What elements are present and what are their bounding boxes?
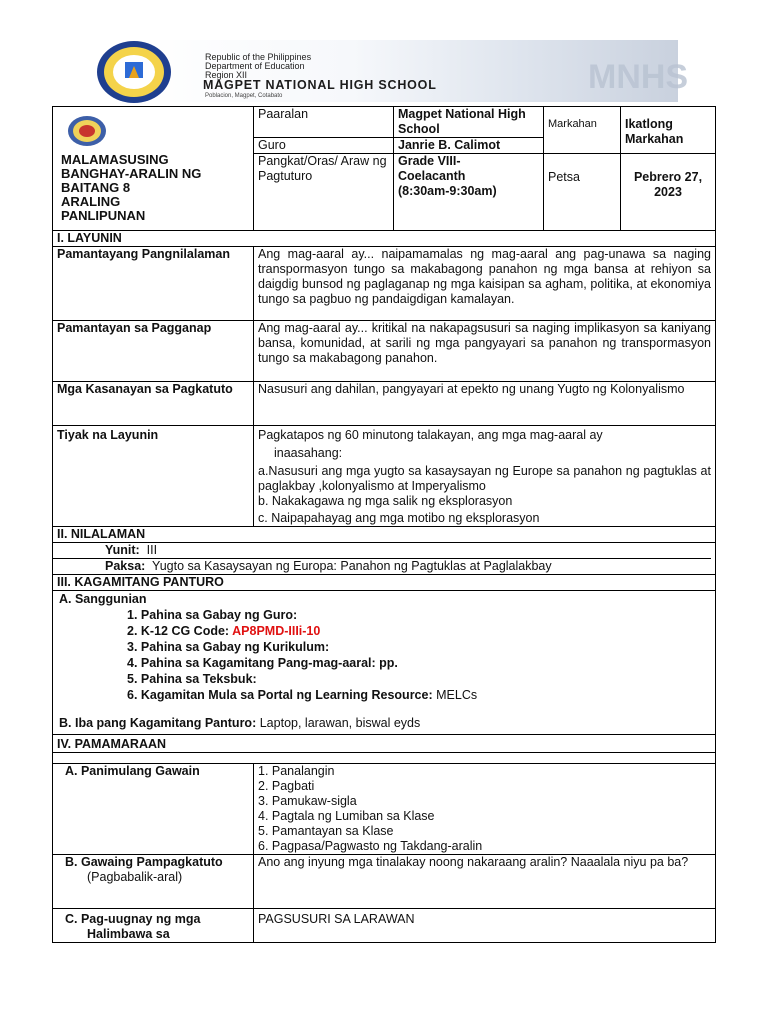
tiyak-label: Tiyak na Layunin — [53, 426, 254, 527]
list-item: 2. Pagbati — [258, 779, 315, 793]
iba-pang-kagamitan: B. Iba pang Kagamitang Panturo: Laptop, larawan, biswal eyds — [59, 716, 421, 730]
kagamitan-heading: III. KAGAMITANG PANTURO — [53, 575, 716, 591]
nilalaman-heading: II. NILALAMAN — [53, 527, 716, 543]
paksa-label: Paksa: — [105, 559, 146, 573]
pamantayang-text: Ang mag-aaral ay... naipamamalas ng mag-aaral ang pag-unawa sa naging transpormasyon tungo sa makabagong panahon ng mga bansa at rehiyon sa daigdig bunsod ng paglaganap ng mga kaisipan sa agham, politika, at ekonomiya tungo sa pagbuo ng pandaigdigan kamalayan. — [254, 247, 716, 321]
pamamaraan-heading: IV. PAMAMARAAN — [53, 735, 716, 753]
school-name: MAGPET NATIONAL HIGH SCHOOL — [203, 78, 437, 92]
lesson-title-cell — [53, 107, 254, 231]
list-item: 4. Pahina sa Kagamitang Pang-mag-aaral: pp. — [127, 656, 398, 670]
list-item: 1. Pahina sa Gabay ng Guro: — [127, 608, 298, 622]
gawaing-pampagkatuto-label: B. Gawaing Pampagkatuto (Pagbabalik-aral) — [53, 855, 254, 909]
tiyak-intro: Pagkatapos ng 60 minutong talakayan, ang mga mag-aaral ay — [258, 428, 603, 442]
markahan-value: Ikatlong Markahan — [621, 107, 716, 154]
region-text: Region XII — [205, 70, 248, 80]
svg-text:MNHS: MNHS — [588, 58, 689, 96]
tiyak-b: b. Nakakagawa ng mga salik ng eksplorasyon — [258, 494, 513, 508]
mnhs-logo-icon — [584, 46, 689, 102]
paaralan-value: Magpet National High School — [394, 107, 544, 138]
list-item: 1. Panalangin — [258, 764, 335, 778]
petsa-value: Pebrero 27, 2023 — [621, 170, 716, 231]
pag-uugnay-label: C. Pag-uugnay ng mga Halimbawa sa — [53, 909, 254, 943]
cg-code: AP8PMD-IIIi-10 — [232, 624, 321, 638]
list-item: 6. Kagamitan Mula sa Portal ng Learning Resource: MELCs — [127, 688, 478, 702]
lesson-plan-table — [52, 106, 716, 943]
panimulang-list — [258, 764, 711, 854]
list-item: 4. Pagtala ng Lumiban sa Klase — [258, 809, 435, 823]
pag-uugnay-text: PAGSUSURI SA LARAWAN — [254, 909, 716, 943]
republic-text: Republic of the Philippines — [205, 52, 312, 62]
list-item: 3. Pahina sa Gabay ng Kurikulum: — [127, 640, 330, 654]
kasanayan-label: Mga Kasanayan sa Pagkatuto — [53, 382, 254, 426]
spacer-row — [53, 753, 716, 764]
tiyak-content — [254, 426, 716, 527]
sanggunian-label: A. Sanggunian — [59, 592, 147, 606]
layunin-heading: I. LAYUNIN — [53, 231, 716, 247]
school-seal-icon — [95, 40, 173, 104]
yunit-label: Yunit: — [105, 543, 140, 557]
panimulang-gawain-content — [254, 764, 716, 855]
nilalaman-content — [53, 543, 716, 575]
petsa-label: Petsa — [544, 170, 621, 231]
tiyak-a: a.Nasusuri ang mga yugto sa kasaysayan ng Europe sa panahon ng pagtuklas at paglakbay ,kolonyalismo at Imperyalismo — [258, 464, 711, 493]
list-item: 3. Pamukaw-sigla — [258, 794, 357, 808]
pangkat-value: Grade VIII- Coelacanth (8:30am-9:30am) — [394, 154, 544, 231]
department-text: Department of Education — [205, 61, 305, 71]
paaralan-label: Paaralan — [254, 107, 394, 138]
lesson-title: MALAMASUSING BANGHAY-ARALIN NG BAITANG 8 ARALING PANLIPUNAN — [61, 152, 202, 223]
deped-seal-icon — [67, 115, 107, 147]
school-header — [95, 40, 689, 106]
pamantayang-label: Pamantayang Pangnilalaman — [53, 247, 254, 321]
school-address: Poblacion, Magpet, Cotabato — [205, 93, 283, 99]
list-item: 5. Pahina sa Teksbuk: — [127, 672, 257, 686]
list-item: 2. K-12 CG Code: AP8PMD-IIIi-10 — [127, 624, 321, 638]
list-item: 6. Pagpasa/Pagwasto ng Takdang-aralin — [258, 839, 483, 853]
gawaing-pampagkatuto-text: Ano ang inyung mga tinalakay noong nakaraang aralin? Naaalala niyu pa ba? — [254, 855, 716, 909]
paksa-value: Yugto sa Kasaysayan ng Europa: Panahon ng Pagtuklas at Paglalakbay — [152, 559, 552, 573]
guro-value: Janrie B. Calimot — [394, 138, 544, 154]
panimulang-gawain-label: A. Panimulang Gawain — [53, 764, 254, 855]
tiyak-c: c. Naipapahayag ang mga motibo ng eksplorasyon — [258, 511, 540, 525]
pagganap-text: Ang mag-aaral ay... kritikal na nakapagsusuri sa naging implikasyon sa kaniyang bansa, komunidad, at sarili ng mga pangyayari sa panahon ng transpormasyon tungo sa makabagong panahon. — [254, 321, 716, 382]
kasanayan-text: Nasusuri ang dahilan, pangyayari at epekto ng unang Yugto ng Kolonyalismo — [254, 382, 716, 426]
sanggunian-list — [59, 607, 711, 703]
pangkat-label: Pangkat/Oras/ Araw ng Pagtuturo — [254, 154, 394, 231]
list-item: 5. Pamantayan sa Klase — [258, 824, 394, 838]
guro-label: Guro — [254, 138, 394, 154]
yunit-value: III — [146, 543, 158, 557]
markahan-label: Markahan — [544, 107, 621, 154]
kagamitan-content — [53, 591, 716, 735]
pagganap-label: Pamantayan sa Pagganap — [53, 321, 254, 382]
tiyak-intro2: inaasahang: — [274, 446, 343, 460]
